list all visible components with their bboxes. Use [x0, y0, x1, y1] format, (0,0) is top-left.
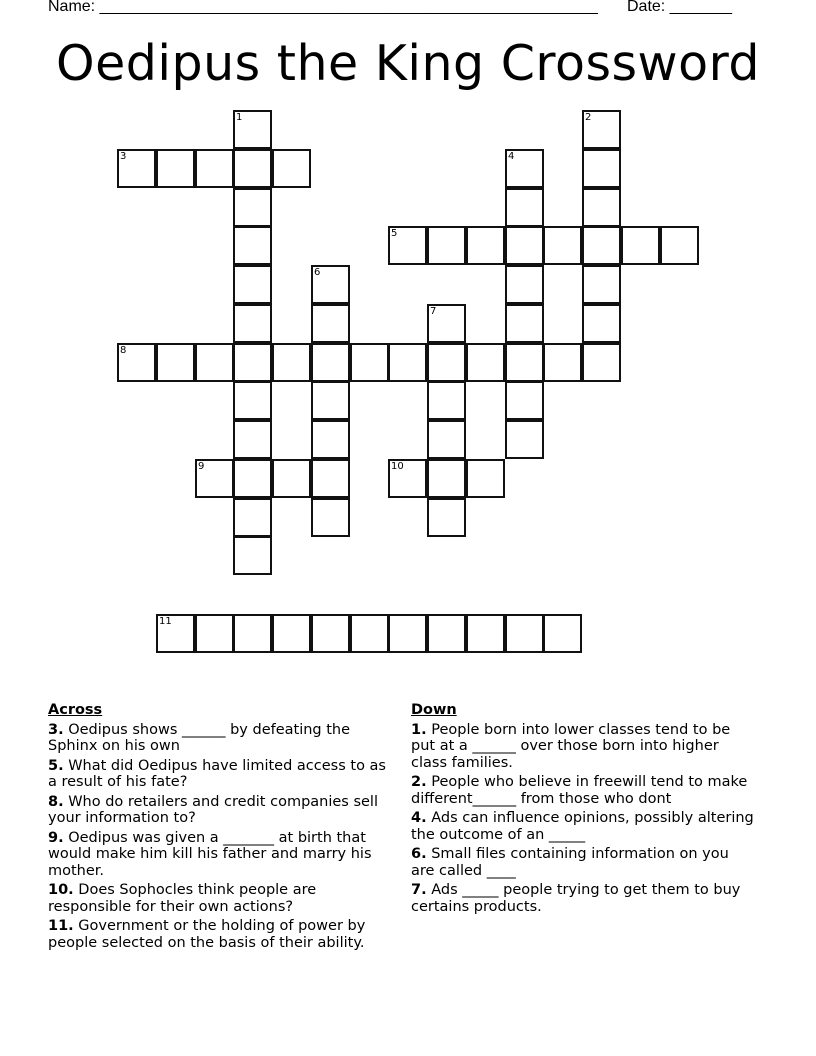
grid-cell[interactable]	[195, 614, 234, 653]
clue-text: Government or the holding of power by people selected on the basis of their ability.	[48, 918, 366, 951]
grid-cell[interactable]	[233, 420, 272, 459]
grid-cell[interactable]	[543, 614, 582, 653]
grid-cell[interactable]	[582, 149, 621, 188]
page-title: Oedipus the King Crossword	[56, 35, 760, 92]
grid-cell[interactable]	[195, 459, 234, 498]
grid-cell[interactable]	[505, 381, 544, 420]
grid-cell[interactable]	[388, 459, 427, 498]
grid-cell[interactable]	[388, 226, 427, 265]
clue-number: 6.	[411, 846, 427, 862]
grid-cell[interactable]	[311, 265, 350, 304]
down-clue-7	[411, 882, 756, 915]
down-clue-2	[411, 774, 756, 807]
across-clue-8	[48, 794, 393, 827]
grid-cell[interactable]	[233, 304, 272, 343]
down-clues	[411, 702, 756, 918]
grid-cell[interactable]	[660, 226, 699, 265]
clue-number-label: 5	[391, 228, 398, 239]
clue-text: Does Sophocles think people are responsible for their own actions?	[48, 882, 317, 915]
clue-number: 11.	[48, 918, 74, 934]
grid-cell[interactable]	[272, 149, 311, 188]
clue-number-label: 8	[120, 345, 127, 356]
clue-number-label: 7	[430, 306, 437, 317]
grid-cell[interactable]	[388, 343, 427, 382]
grid-cell[interactable]	[233, 110, 272, 149]
grid-cell[interactable]	[505, 188, 544, 227]
grid-cell[interactable]	[311, 304, 350, 343]
clue-text: Ads _____ people trying to get them to buy certains products.	[411, 882, 741, 915]
name-field[interactable]: Name: ________________________________________________________	[48, 0, 598, 15]
grid-cell[interactable]	[582, 265, 621, 304]
grid-cell[interactable]	[543, 343, 582, 382]
grid-cell[interactable]	[427, 343, 466, 382]
grid-cell[interactable]	[233, 265, 272, 304]
clue-number-label: 11	[159, 616, 172, 627]
grid-cell[interactable]	[117, 149, 156, 188]
grid-cell[interactable]	[350, 343, 389, 382]
grid-cell[interactable]	[466, 343, 505, 382]
grid-cell[interactable]	[311, 459, 350, 498]
clue-number-label: 10	[391, 461, 404, 472]
clue-text: Who do retailers and credit companies sell your information to?	[48, 793, 378, 826]
clue-number: 4.	[411, 810, 427, 826]
grid-cell[interactable]	[505, 304, 544, 343]
grid-cell[interactable]	[427, 420, 466, 459]
grid-cell[interactable]	[466, 614, 505, 653]
grid-cell[interactable]	[233, 536, 272, 575]
clue-number: 10.	[48, 882, 74, 898]
clue-number: 3.	[48, 721, 64, 738]
grid-cell[interactable]	[427, 614, 466, 653]
down-heading: Down	[411, 702, 457, 718]
grid-cell[interactable]	[505, 226, 544, 265]
grid-cell[interactable]	[582, 188, 621, 227]
clue-number: 7.	[411, 882, 427, 898]
clue-text: What did Oedipus have limited access to as a result of his fate?	[48, 757, 386, 790]
grid-cell[interactable]	[466, 226, 505, 265]
grid-cell[interactable]	[505, 343, 544, 382]
across-clue-5	[48, 758, 393, 791]
down-clue-6	[411, 846, 756, 879]
across-clue-10	[48, 882, 393, 915]
clue-text: Oedipus shows ______ by defeating the Sphinx on his own	[48, 721, 351, 754]
clue-number: 9.	[48, 829, 64, 846]
grid-cell[interactable]	[311, 343, 350, 382]
grid-cell[interactable]	[543, 226, 582, 265]
clue-number-label: 9	[198, 461, 205, 472]
grid-cell[interactable]	[427, 304, 466, 343]
grid-cell[interactable]	[582, 304, 621, 343]
clue-number: 5.	[48, 757, 64, 774]
grid-cell[interactable]	[233, 381, 272, 420]
across-heading: Across	[48, 702, 103, 718]
grid-cell[interactable]	[505, 149, 544, 188]
clue-number: 1.	[411, 721, 427, 738]
clue-number: 2.	[411, 774, 427, 790]
grid-cell[interactable]	[233, 226, 272, 265]
clue-number-label: 3	[120, 151, 127, 162]
down-clue-4	[411, 810, 756, 843]
clue-number-label: 6	[314, 267, 321, 278]
grid-cell[interactable]	[272, 459, 311, 498]
across-clue-9	[48, 830, 393, 880]
grid-cell[interactable]	[427, 459, 466, 498]
clue-text: Ads can influence opinions, possibly altering the outcome of an _____	[411, 810, 754, 843]
clue-number: 8.	[48, 793, 64, 810]
grid-cell[interactable]	[427, 498, 466, 537]
across-clues	[48, 702, 393, 954]
clue-text: People born into lower classes tend to be put at a ______ over those born into higher class families.	[411, 721, 731, 771]
grid-cell[interactable]	[156, 343, 195, 382]
grid-cell[interactable]	[350, 614, 389, 653]
grid-cell[interactable]	[621, 226, 660, 265]
grid-cell[interactable]	[156, 149, 195, 188]
date-field[interactable]: Date: _______	[627, 0, 732, 15]
grid-cell[interactable]	[311, 381, 350, 420]
grid-cell[interactable]	[233, 614, 272, 653]
clue-text: People who believe in freewill tend to make different______ from those who dont	[411, 774, 748, 807]
clue-text: Small files containing information on you are called ____	[411, 846, 729, 879]
down-clue-1	[411, 722, 756, 772]
clue-number-label: 4	[508, 151, 515, 162]
grid-cell[interactable]	[195, 149, 234, 188]
grid-cell[interactable]	[195, 343, 234, 382]
grid-cell[interactable]	[505, 420, 544, 459]
grid-cell[interactable]	[156, 614, 195, 653]
grid-cell[interactable]	[311, 420, 350, 459]
grid-cell[interactable]	[388, 614, 427, 653]
clue-number-label: 2	[585, 112, 592, 123]
clue-number-label: 1	[236, 112, 243, 123]
grid-cell[interactable]	[233, 459, 272, 498]
grid-cell[interactable]	[505, 614, 544, 653]
grid-cell[interactable]	[582, 226, 621, 265]
clue-text: Oedipus was given a _______ at birth that would make him kill his father and marry his mother.	[48, 829, 372, 879]
grid-cell[interactable]	[117, 343, 156, 382]
grid-cell[interactable]	[233, 343, 272, 382]
grid-cell[interactable]	[272, 614, 311, 653]
across-clue-11	[48, 918, 393, 951]
grid-cell[interactable]	[272, 343, 311, 382]
grid-cell[interactable]	[582, 343, 621, 382]
grid-cell[interactable]	[427, 226, 466, 265]
grid-cell[interactable]	[466, 459, 505, 498]
grid-cell[interactable]	[427, 381, 466, 420]
grid-cell[interactable]	[311, 614, 350, 653]
grid-cell[interactable]	[505, 265, 544, 304]
grid-cell[interactable]	[582, 110, 621, 149]
grid-cell[interactable]	[311, 498, 350, 537]
grid-cell[interactable]	[233, 498, 272, 537]
across-clue-3	[48, 722, 393, 755]
grid-cell[interactable]	[233, 188, 272, 227]
grid-cell[interactable]	[233, 149, 272, 188]
